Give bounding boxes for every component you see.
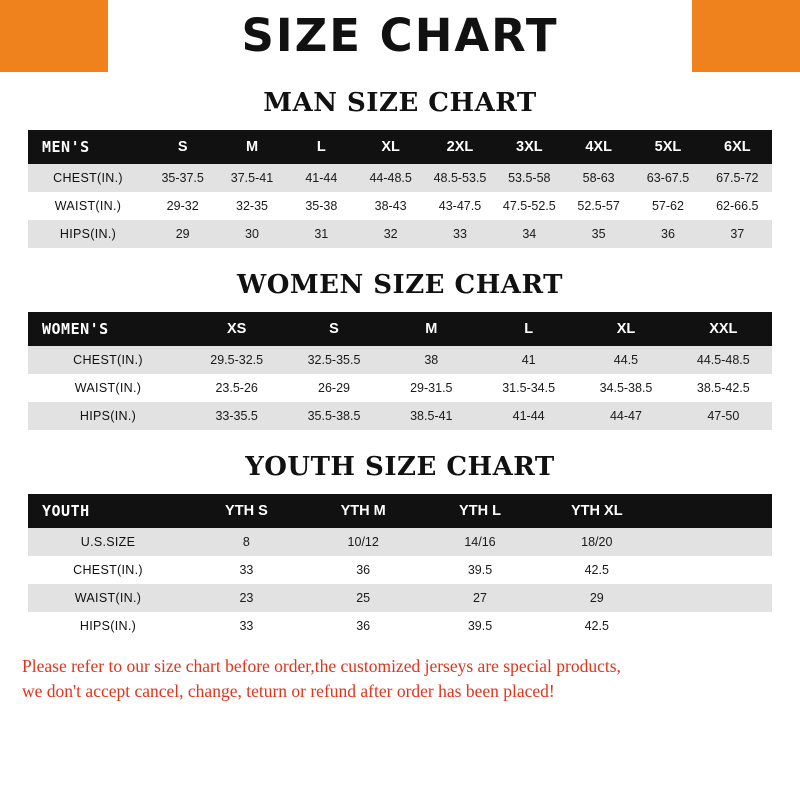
- table-row: [28, 584, 772, 612]
- men-size-table: [28, 130, 772, 248]
- women-r2c5: 47-50: [675, 402, 772, 430]
- policy-note-line-1: Please refer to our size chart before order,the customized jerseys are special products,: [22, 656, 621, 676]
- youth-row-2-label: WAIST(IN.): [28, 584, 188, 612]
- men-r1c5: 47.5-52.5: [495, 192, 564, 220]
- men-r2c1: 30: [217, 220, 286, 248]
- header-banner: [0, 0, 800, 72]
- youth-col-blank: [655, 494, 772, 528]
- youth-r1c-blank: [655, 556, 772, 584]
- women-corner-label: WOMEN'S: [28, 312, 188, 346]
- men-r2c5: 34: [495, 220, 564, 248]
- youth-r3c1: 36: [305, 612, 422, 640]
- table-row: [28, 192, 772, 220]
- women-r1c1: 26-29: [285, 374, 382, 402]
- youth-r0c3: 18/20: [538, 528, 655, 556]
- women-col-2: M: [383, 312, 480, 346]
- men-row-0-label: CHEST(IN.): [28, 164, 148, 192]
- table-header-row: [28, 494, 772, 528]
- men-col-4: 2XL: [425, 130, 494, 164]
- women-section-title: WOMEN SIZE CHART: [237, 270, 563, 300]
- men-r2c8: 37: [703, 220, 772, 248]
- men-col-0: S: [148, 130, 217, 164]
- table-row: [28, 612, 772, 640]
- women-col-3: L: [480, 312, 577, 346]
- men-col-8: 6XL: [703, 130, 772, 164]
- table-row: [28, 528, 772, 556]
- men-r0c0: 35-37.5: [148, 164, 217, 192]
- men-corner-label: MEN'S: [28, 130, 148, 164]
- men-col-2: L: [287, 130, 356, 164]
- youth-r3c2: 39.5: [422, 612, 539, 640]
- policy-note-line-2: we don't accept cancel, change, teturn or refund after order has been placed!: [22, 681, 555, 701]
- men-row-1-label: WAIST(IN.): [28, 192, 148, 220]
- men-r1c3: 38-43: [356, 192, 425, 220]
- youth-r3c-blank: [655, 612, 772, 640]
- table-row: [28, 220, 772, 248]
- men-r1c7: 57-62: [633, 192, 702, 220]
- youth-section-title: YOUTH SIZE CHART: [245, 452, 555, 482]
- women-r0c1: 32.5-35.5: [285, 346, 382, 374]
- policy-note: [22, 654, 780, 704]
- women-r2c2: 38.5-41: [383, 402, 480, 430]
- men-r2c2: 31: [287, 220, 356, 248]
- table-row: [28, 402, 772, 430]
- youth-r1c1: 36: [305, 556, 422, 584]
- youth-r3c3: 42.5: [538, 612, 655, 640]
- women-r2c3: 41-44: [480, 402, 577, 430]
- men-r0c7: 63-67.5: [633, 164, 702, 192]
- men-r2c7: 36: [633, 220, 702, 248]
- men-section-title: MAN SIZE CHART: [263, 88, 537, 118]
- youth-r0c-blank: [655, 528, 772, 556]
- men-r0c6: 58-63: [564, 164, 633, 192]
- youth-r2c0: 23: [188, 584, 305, 612]
- men-r2c3: 32: [356, 220, 425, 248]
- men-col-5: 3XL: [495, 130, 564, 164]
- women-r1c2: 29-31.5: [383, 374, 480, 402]
- men-r2c0: 29: [148, 220, 217, 248]
- men-r0c4: 48.5-53.5: [425, 164, 494, 192]
- women-r2c0: 33-35.5: [188, 402, 285, 430]
- men-col-6: 4XL: [564, 130, 633, 164]
- youth-r0c1: 10/12: [305, 528, 422, 556]
- men-r0c3: 44-48.5: [356, 164, 425, 192]
- women-r0c2: 38: [383, 346, 480, 374]
- women-col-5: XXL: [675, 312, 772, 346]
- women-r1c3: 31.5-34.5: [480, 374, 577, 402]
- men-r1c6: 52.5-57: [564, 192, 633, 220]
- youth-row-0-label: U.S.SIZE: [28, 528, 188, 556]
- men-row-2-label: HIPS(IN.): [28, 220, 148, 248]
- youth-r1c3: 42.5: [538, 556, 655, 584]
- youth-r2c3: 29: [538, 584, 655, 612]
- youth-r2c2: 27: [422, 584, 539, 612]
- women-r1c4: 34.5-38.5: [577, 374, 674, 402]
- youth-col-2: YTH L: [422, 494, 539, 528]
- youth-r0c2: 14/16: [422, 528, 539, 556]
- women-r0c0: 29.5-32.5: [188, 346, 285, 374]
- men-r0c8: 67.5-72: [703, 164, 772, 192]
- women-r0c5: 44.5-48.5: [675, 346, 772, 374]
- women-r1c5: 38.5-42.5: [675, 374, 772, 402]
- women-r2c4: 44-47: [577, 402, 674, 430]
- men-r1c2: 35-38: [287, 192, 356, 220]
- men-col-3: XL: [356, 130, 425, 164]
- table-row: [28, 556, 772, 584]
- youth-col-0: YTH S: [188, 494, 305, 528]
- table-row: [28, 374, 772, 402]
- women-row-2-label: HIPS(IN.): [28, 402, 188, 430]
- men-col-7: 5XL: [633, 130, 702, 164]
- table-header-row: [28, 312, 772, 346]
- women-col-4: XL: [577, 312, 674, 346]
- men-r2c6: 35: [564, 220, 633, 248]
- men-r1c1: 32-35: [217, 192, 286, 220]
- youth-col-3: YTH XL: [538, 494, 655, 528]
- youth-col-1: YTH M: [305, 494, 422, 528]
- women-r2c1: 35.5-38.5: [285, 402, 382, 430]
- men-r0c2: 41-44: [287, 164, 356, 192]
- women-size-table: [28, 312, 772, 430]
- youth-r2c-blank: [655, 584, 772, 612]
- women-r1c0: 23.5-26: [188, 374, 285, 402]
- men-r1c4: 43-47.5: [425, 192, 494, 220]
- women-col-1: S: [285, 312, 382, 346]
- men-r1c8: 62-66.5: [703, 192, 772, 220]
- men-r1c0: 29-32: [148, 192, 217, 220]
- youth-corner-label: YOUTH: [28, 494, 188, 528]
- men-col-1: M: [217, 130, 286, 164]
- table-row: [28, 346, 772, 374]
- women-row-1-label: WAIST(IN.): [28, 374, 188, 402]
- youth-r2c1: 25: [305, 584, 422, 612]
- youth-size-table: [28, 494, 772, 640]
- youth-row-1-label: CHEST(IN.): [28, 556, 188, 584]
- men-r0c1: 37.5-41: [217, 164, 286, 192]
- youth-r3c0: 33: [188, 612, 305, 640]
- men-r2c4: 33: [425, 220, 494, 248]
- youth-r0c0: 8: [188, 528, 305, 556]
- page-title: SIZE CHART: [241, 9, 559, 62]
- women-col-0: XS: [188, 312, 285, 346]
- youth-r1c2: 39.5: [422, 556, 539, 584]
- youth-r1c0: 33: [188, 556, 305, 584]
- table-row: [28, 164, 772, 192]
- youth-row-3-label: HIPS(IN.): [28, 612, 188, 640]
- men-r0c5: 53.5-58: [495, 164, 564, 192]
- women-r0c4: 44.5: [577, 346, 674, 374]
- women-row-0-label: CHEST(IN.): [28, 346, 188, 374]
- table-header-row: [28, 130, 772, 164]
- women-r0c3: 41: [480, 346, 577, 374]
